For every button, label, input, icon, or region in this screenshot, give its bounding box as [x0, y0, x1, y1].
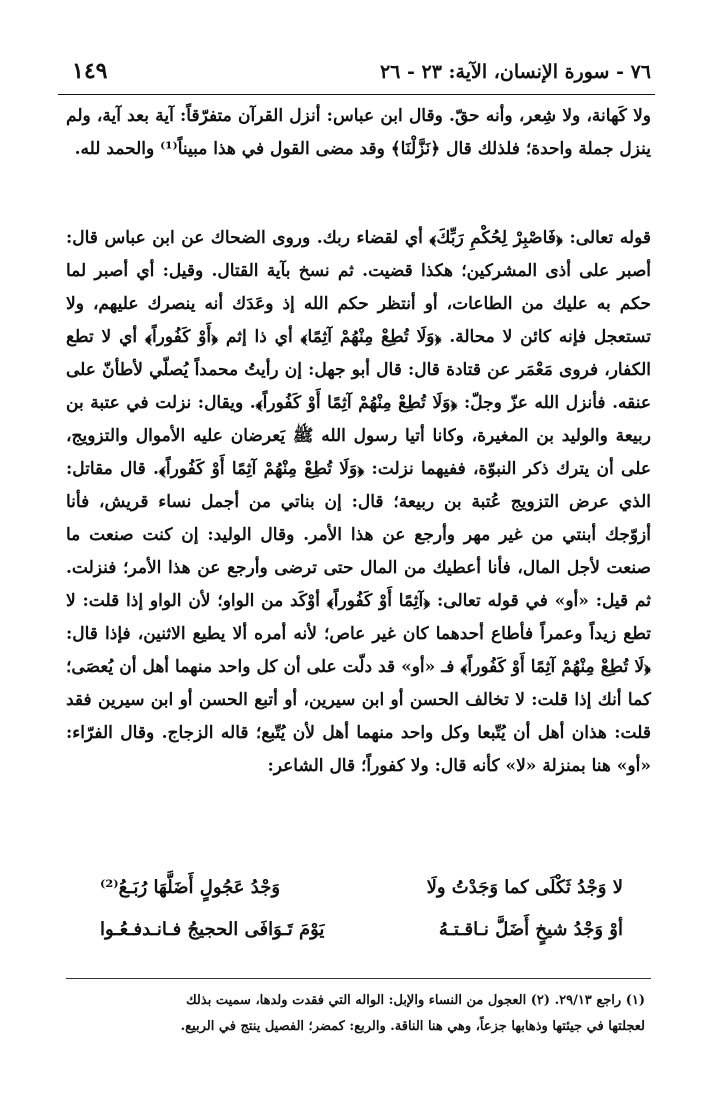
page-header [60, 56, 651, 88]
hemistich-right: لا وَجْدُ ثَكْلَى كما وَجَدْتُ ولَا [426, 876, 623, 898]
paragraph-1 [66, 100, 651, 166]
footnote-rule [66, 978, 651, 979]
footnote-line: لعجلتها في جيئتها وذهابها جزعاً، وهي هنا الناقة. والربع: كمضر؛ الفصيل ينتج في الربيع. [180, 1019, 645, 1034]
hemistich-right: أوْ وَجْدُ شيخٍ أَضَلَّ نـاقـتـهُ [438, 918, 623, 940]
footnote-line: (١) راجع ٢٩/١٣. (٢) العجول من النساء والإبل: الواله التي فقدت ولدها، سميت بذلك [185, 993, 645, 1008]
page-number: ١٤٩ [72, 58, 108, 84]
verse-line-2 [100, 908, 623, 950]
hemistich-left: وَجْدُ عَجُولٍ أَضَلَّهَا رُبَـعُ⁽²⁾ [100, 876, 281, 898]
paragraph-text: قوله تعالى: ﴿فَاصْبِرْ لِحُكْمِ رَبِّكَ﴾ أي لقضاء ربك. وروى الضحاك عن ابن عباس قال: أصبر على أذى المشركين؛ هكذا قضيت. ثم نسخ بآية القتال. وقيل: أي أصبر لما حكم به عليك من الطاعات، أو أنتظر حكم الله إذ وعَدَك أنه ينصرك عليهم، ولا تستعجل فإنه كائن لا محالة. ﴿وَلَا تُطِعْ مِنْهُمْ آثِمًا﴾ أي ذا إثم ﴿أَوْ كَفُوراً﴾ أي لا تطع الكفار، فروى مَعْمَر عن قتادة قال: قال أبو جهل: إن رأيتُ محمداً يُصلّي لأطأنّ على عنقه. فأنزل الله عزّ وجلّ: ﴿وَلَا تُطِعْ مِنْهُمْ آثِمًا أَوْ كَفُوراً﴾. ويقال: نزلت في عتبة بن ربيعة والوليد بن المغيرة، وكانا أتيا رسول الله ﷺ يَعرضان عليه الأموال والتزويج، على أن يترك ذكر النبوّة، ففيهما نزلت: ﴿وَلَا تُطِعْ مِنْهُمْ آثِمًا أَوْ كَفُوراً﴾. قال مقاتل: الذي عرض التزويج عُتبة بن ربيعة؛ قال: إن بناتي من أجمل نساء قريش، فأنا أزوّجك أبنتي من غير مهر وأرجع عن هذا الأمر. وقال الوليد: إن كنت صنعت ما صنعت لأجل المال، فأنا أعطيك من المال حتى ترضى وأرجع عن هذا الأمر؛ فنزلت. ثم قيل: «أو» في قوله تعالى: ﴿آثِمًا أَوْ كَفُوراً﴾ أوْكَد من الواو؛ لأن الواو إذا قلت: لا تطع زيداً وعمراً فأطاع أحدهما كان غير عاص؛ لأنه أمره ألا يطيع الاثنين، فإذا قال: ﴿لَا تُطِعْ مِنْهُمْ آثِمًا أَوْ كَفُوراً﴾ فـ «أو» قد دلّت على أن كل واحد منهما أهل أن يُعصَى؛ كما أنك إذا قلت: لا تخالف الحسن أو ابن سيرين، أو أتبع الحسن أو ابن سيرين فقد قلت: هذان أهل أن يُتّبعا وكل واحد منهما أهل لأن يُتّبع؛ قاله الزجاج. وقال الفرّاء: «أو» هنا بمنزلة «لا» كأنه قال: ولا كفوراً؛ قال الشاعر: [66, 228, 651, 776]
verse-line-1 [100, 866, 623, 908]
header-rule [58, 94, 655, 95]
running-title: ٧٦ - سورة الإنسان، الآية: ٢٣ - ٢٦ [379, 61, 651, 83]
paragraph-2 [66, 222, 651, 783]
paragraph-text: ولا كَهانة، ولا شِعر، وأنه حقّ. وقال ابن عباس: أنزل القرآن متفرّقاً: آية بعد آية، ولم ينزل جملة واحدة؛ فلذلك قال ﴿نَزَّلْنَا﴾ وقد مضى القول في هذا مبيناً⁽¹⁾ والحمد لله. [66, 106, 651, 159]
hemistich-left: يَوْمَ تَـوَافَى الحجيجُ فـانـدفـعُـوا [100, 918, 325, 940]
poetry-verse [100, 866, 623, 950]
footnotes [64, 988, 645, 1040]
